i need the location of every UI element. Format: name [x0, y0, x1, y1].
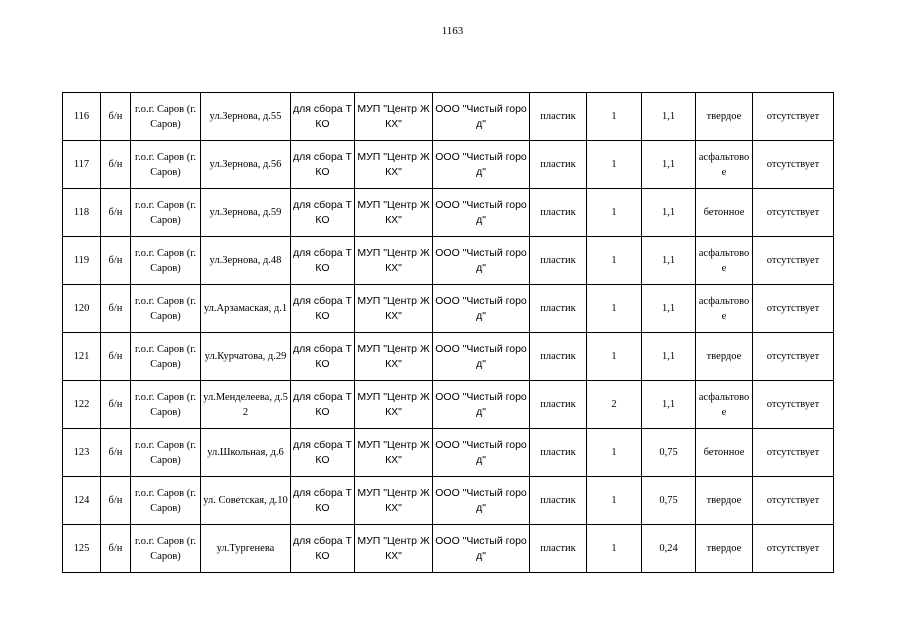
table-row: [63, 381, 834, 429]
cell-owner: МУП "Центр ЖКХ": [355, 429, 433, 477]
cell-volume: 1,1: [642, 141, 696, 189]
cell-surface: асфальтовое: [696, 141, 753, 189]
cell-fence: отсутствует: [753, 477, 834, 525]
cell-address: ул.Тургенева: [201, 525, 291, 573]
cell-number: 119: [63, 237, 101, 285]
cell-bn: б/н: [101, 141, 131, 189]
cell-owner: МУП "Центр ЖКХ": [355, 333, 433, 381]
cell-purpose: для сбора ТКО: [291, 285, 355, 333]
cell-surface: асфальтовое: [696, 285, 753, 333]
cell-fence: отсутствует: [753, 237, 834, 285]
cell-number: 118: [63, 189, 101, 237]
cell-purpose: для сбора ТКО: [291, 429, 355, 477]
cell-material: пластик: [530, 285, 587, 333]
cell-surface: бетонное: [696, 189, 753, 237]
cell-surface: твердое: [696, 333, 753, 381]
cell-volume: 0,24: [642, 525, 696, 573]
cell-volume: 1,1: [642, 93, 696, 141]
cell-operator: ООО "Чистый город": [433, 141, 530, 189]
cell-count: 1: [587, 285, 642, 333]
cell-material: пластик: [530, 477, 587, 525]
cell-fence: отсутствует: [753, 141, 834, 189]
cell-operator: ООО "Чистый город": [433, 93, 530, 141]
page-number: 1163: [441, 25, 464, 37]
cell-purpose: для сбора ТКО: [291, 477, 355, 525]
cell-volume: 1,1: [642, 237, 696, 285]
table-row: [63, 189, 834, 237]
cell-material: пластик: [530, 381, 587, 429]
table-row: [63, 477, 834, 525]
cell-volume: 0,75: [642, 429, 696, 477]
table-row: [63, 237, 834, 285]
cell-fence: отсутствует: [753, 525, 834, 573]
cell-owner: МУП "Центр ЖКХ": [355, 477, 433, 525]
cell-operator: ООО "Чистый город": [433, 237, 530, 285]
cell-count: 1: [587, 189, 642, 237]
cell-count: 1: [587, 237, 642, 285]
table-row: [63, 525, 834, 573]
cell-purpose: для сбора ТКО: [291, 381, 355, 429]
table-body: [63, 93, 834, 573]
cell-surface: твердое: [696, 93, 753, 141]
cell-operator: ООО "Чистый город": [433, 477, 530, 525]
cell-address: ул.Курчатова, д.29: [201, 333, 291, 381]
cell-locality: г.о.г. Саров (г.Саров): [131, 93, 201, 141]
cell-bn: б/н: [101, 189, 131, 237]
cell-count: 1: [587, 525, 642, 573]
cell-surface: асфальтовое: [696, 381, 753, 429]
cell-fence: отсутствует: [753, 93, 834, 141]
cell-purpose: для сбора ТКО: [291, 189, 355, 237]
cell-operator: ООО "Чистый город": [433, 525, 530, 573]
cell-fence: отсутствует: [753, 381, 834, 429]
cell-operator: ООО "Чистый город": [433, 381, 530, 429]
cell-volume: 1,1: [642, 285, 696, 333]
cell-material: пластик: [530, 141, 587, 189]
cell-bn: б/н: [101, 525, 131, 573]
cell-purpose: для сбора ТКО: [291, 237, 355, 285]
cell-address: ул.Арзамаская, д.1: [201, 285, 291, 333]
cell-number: 116: [63, 93, 101, 141]
cell-volume: 0,75: [642, 477, 696, 525]
cell-material: пластик: [530, 237, 587, 285]
cell-owner: МУП "Центр ЖКХ": [355, 189, 433, 237]
cell-locality: г.о.г. Саров (г.Саров): [131, 333, 201, 381]
cell-number: 124: [63, 477, 101, 525]
waste-sites-table: [62, 92, 834, 573]
cell-surface: асфальтовое: [696, 237, 753, 285]
cell-material: пластик: [530, 525, 587, 573]
cell-number: 122: [63, 381, 101, 429]
cell-count: 1: [587, 333, 642, 381]
cell-material: пластик: [530, 189, 587, 237]
cell-locality: г.о.г. Саров (г.Саров): [131, 141, 201, 189]
cell-purpose: для сбора ТКО: [291, 93, 355, 141]
cell-surface: бетонное: [696, 429, 753, 477]
cell-address: ул.Зернова, д.56: [201, 141, 291, 189]
cell-count: 1: [587, 477, 642, 525]
cell-surface: твердое: [696, 477, 753, 525]
table-row: [63, 93, 834, 141]
table-row: [63, 333, 834, 381]
cell-volume: 1,1: [642, 333, 696, 381]
cell-volume: 1,1: [642, 189, 696, 237]
cell-owner: МУП "Центр ЖКХ": [355, 525, 433, 573]
cell-material: пластик: [530, 93, 587, 141]
cell-number: 123: [63, 429, 101, 477]
cell-locality: г.о.г. Саров (г.Саров): [131, 525, 201, 573]
cell-bn: б/н: [101, 93, 131, 141]
cell-locality: г.о.г. Саров (г.Саров): [131, 189, 201, 237]
cell-number: 117: [63, 141, 101, 189]
cell-locality: г.о.г. Саров (г.Саров): [131, 237, 201, 285]
cell-operator: ООО "Чистый город": [433, 285, 530, 333]
cell-volume: 1,1: [642, 381, 696, 429]
cell-address: ул.Менделеева, д.52: [201, 381, 291, 429]
cell-locality: г.о.г. Саров (г.Саров): [131, 285, 201, 333]
cell-locality: г.о.г. Саров (г.Саров): [131, 477, 201, 525]
cell-owner: МУП "Центр ЖКХ": [355, 93, 433, 141]
cell-material: пластик: [530, 429, 587, 477]
cell-fence: отсутствует: [753, 429, 834, 477]
cell-bn: б/н: [101, 285, 131, 333]
cell-count: 2: [587, 381, 642, 429]
cell-purpose: для сбора ТКО: [291, 525, 355, 573]
cell-address: ул.Зернова, д.55: [201, 93, 291, 141]
cell-owner: МУП "Центр ЖКХ": [355, 237, 433, 285]
cell-purpose: для сбора ТКО: [291, 333, 355, 381]
cell-purpose: для сбора ТКО: [291, 141, 355, 189]
cell-count: 1: [587, 429, 642, 477]
cell-number: 125: [63, 525, 101, 573]
cell-bn: б/н: [101, 477, 131, 525]
cell-bn: б/н: [101, 381, 131, 429]
cell-count: 1: [587, 93, 642, 141]
cell-bn: б/н: [101, 429, 131, 477]
cell-operator: ООО "Чистый город": [433, 333, 530, 381]
cell-fence: отсутствует: [753, 333, 834, 381]
cell-count: 1: [587, 141, 642, 189]
cell-surface: твердое: [696, 525, 753, 573]
cell-address: ул. Советская, д.10: [201, 477, 291, 525]
cell-bn: б/н: [101, 333, 131, 381]
table-row: [63, 429, 834, 477]
cell-locality: г.о.г. Саров (г.Саров): [131, 429, 201, 477]
cell-owner: МУП "Центр ЖКХ": [355, 381, 433, 429]
cell-address: ул.Зернова, д.48: [201, 237, 291, 285]
table-row: [63, 141, 834, 189]
table-row: [63, 285, 834, 333]
cell-fence: отсутствует: [753, 285, 834, 333]
cell-address: ул.Школьная, д.6: [201, 429, 291, 477]
cell-number: 121: [63, 333, 101, 381]
cell-operator: ООО "Чистый город": [433, 429, 530, 477]
cell-owner: МУП "Центр ЖКХ": [355, 285, 433, 333]
cell-locality: г.о.г. Саров (г.Саров): [131, 381, 201, 429]
cell-bn: б/н: [101, 237, 131, 285]
cell-address: ул.Зернова, д.59: [201, 189, 291, 237]
cell-number: 120: [63, 285, 101, 333]
cell-material: пластик: [530, 333, 587, 381]
cell-operator: ООО "Чистый город": [433, 189, 530, 237]
cell-fence: отсутствует: [753, 189, 834, 237]
cell-owner: МУП "Центр ЖКХ": [355, 141, 433, 189]
